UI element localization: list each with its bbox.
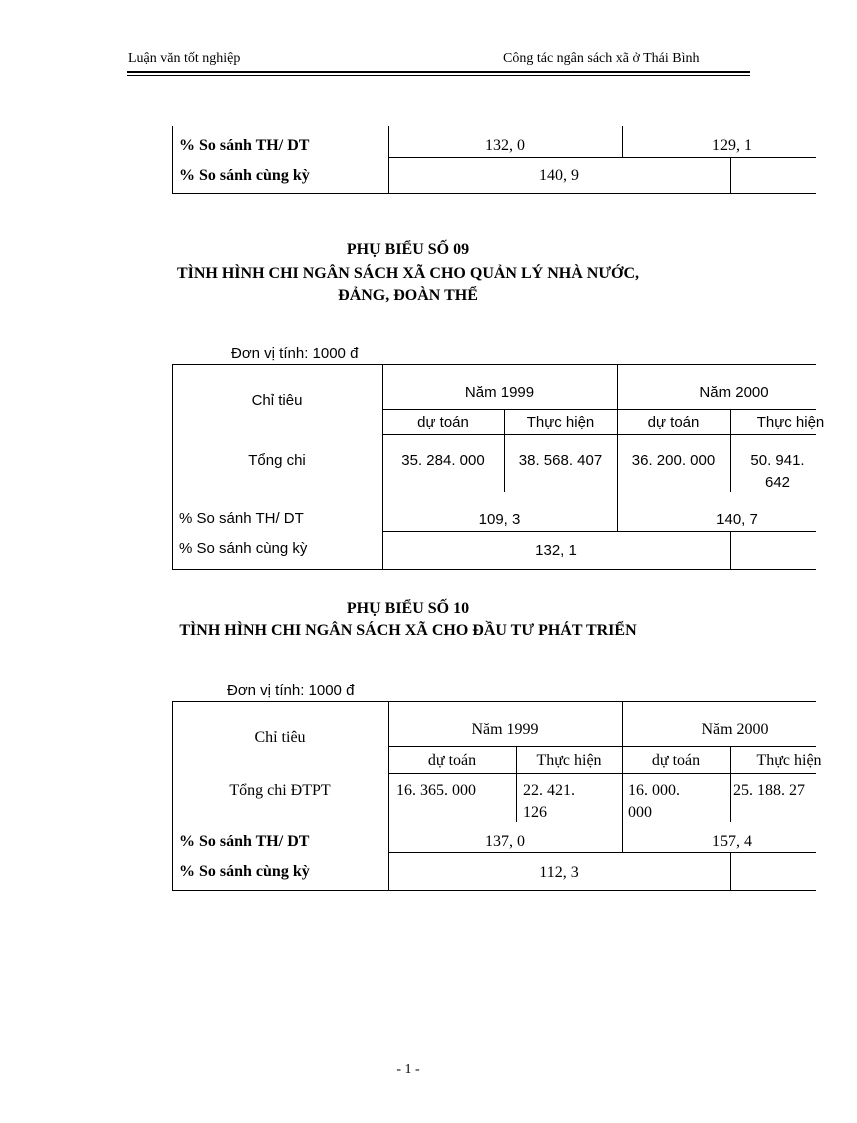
row-label: Tổng chi ĐTPT <box>229 782 331 799</box>
table-cell: 25. 188. 27 <box>733 782 805 799</box>
table-cell: 16. 000. <box>628 782 680 799</box>
section-title: PHỤ BIỂU SỐ 10 <box>346 600 470 617</box>
row-label: Tổng chi <box>248 452 306 469</box>
section-title: TÌNH HÌNH CHI NGÂN SÁCH XÃ CHO QUẢN LÝ NHÀ NƯỚC, <box>176 265 640 282</box>
table-cell: 22. 421. <box>523 782 575 799</box>
header-rule-thin <box>127 75 750 76</box>
column-header: Chỉ tiêu <box>251 392 303 409</box>
row-label: % So sánh TH/ DT <box>179 137 310 154</box>
table-cell: 642 <box>764 474 791 491</box>
running-header-left: Luận văn tốt nghiệp <box>128 51 241 66</box>
page-number: - 1 - <box>396 1062 420 1077</box>
subheader: Thực hiện <box>756 752 822 769</box>
subheader: dự toán <box>651 752 701 769</box>
row-label: % So sánh cùng kỳ <box>179 540 308 557</box>
table-cell: 126 <box>523 804 547 821</box>
unit-label: Đơn vị tính: 1000 đ <box>227 682 355 699</box>
unit-label: Đơn vị tính: 1000 đ <box>231 345 359 362</box>
table-cell: 137, 0 <box>485 833 525 850</box>
subheader: dự toán <box>427 752 477 769</box>
table-cell: 140, 9 <box>539 167 579 184</box>
year-header: Năm 1999 <box>471 721 539 738</box>
table-cell: 140, 7 <box>716 511 758 528</box>
subheader: dự toán <box>647 414 700 431</box>
column-header: Chỉ tiêu <box>254 729 306 746</box>
section-title: ĐẢNG, ĐOÀN THỂ <box>338 287 478 304</box>
table-cell: 132, 1 <box>535 542 577 559</box>
subheader: Thực hiện <box>526 414 595 431</box>
subheader: Thực hiện <box>536 752 602 769</box>
section-title: PHỤ BIỂU SỐ 09 <box>346 241 470 258</box>
row-label: % So sánh TH/ DT <box>179 833 310 850</box>
table-cell: 36. 200. 000 <box>631 452 716 469</box>
section-title: TÌNH HÌNH CHI NGÂN SÁCH XÃ CHO ĐẦU TƯ PHÁT TRIỂN <box>179 622 637 639</box>
table-cell: 38. 568. 407 <box>518 452 603 469</box>
row-label: % So sánh cùng kỳ <box>179 863 310 880</box>
table-cell: 132, 0 <box>485 137 525 154</box>
table-cell: 16. 365. 000 <box>396 782 476 799</box>
row-label: % So sánh cùng kỳ <box>179 167 310 184</box>
table-cell: 157, 4 <box>712 833 752 850</box>
row-label: % So sánh TH/ DT <box>179 510 304 527</box>
year-header: Năm 1999 <box>464 384 535 401</box>
table-cell: 35. 284. 000 <box>401 452 485 469</box>
year-header: Năm 2000 <box>699 384 769 401</box>
table-cell: 112, 3 <box>539 864 579 881</box>
running-header-right: Công tác ngân sách xã ở Thái Bình <box>503 51 700 66</box>
year-header: Năm 2000 <box>701 721 769 738</box>
subheader: Thực hiện <box>756 414 825 431</box>
table-cell: 50. 941. <box>750 452 805 469</box>
table-cell: 129, 1 <box>712 137 752 154</box>
subheader: dự toán <box>417 414 469 431</box>
table-cell: 109, 3 <box>478 511 521 528</box>
header-rule <box>127 71 750 73</box>
table-cell: 000 <box>628 804 652 821</box>
